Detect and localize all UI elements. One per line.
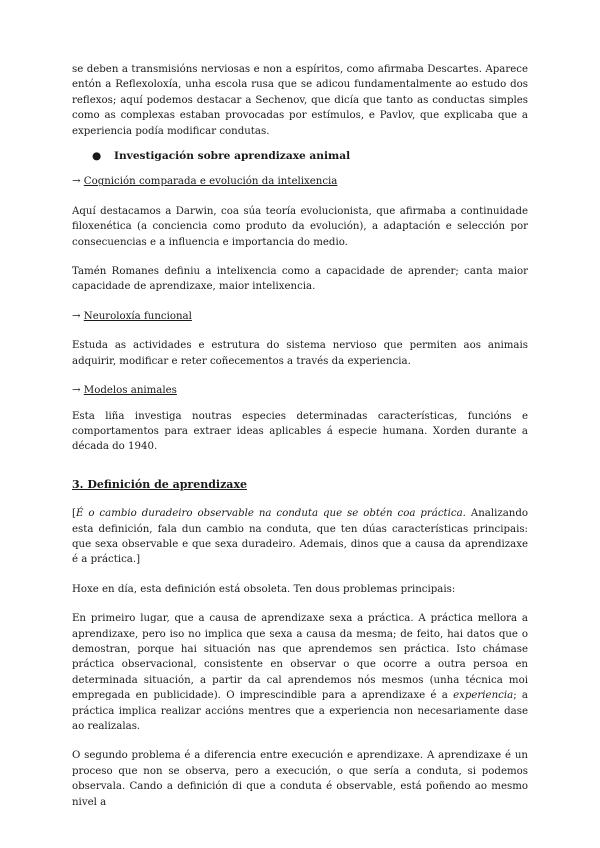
- problem-one-text-end: ; a práctica implica realizar accións mentres que a experiencia non necesariamente dase ao realizalas.: [72, 690, 529, 732]
- arrow-icon: →: [72, 385, 84, 397]
- bullet-icon: ●: [92, 150, 102, 163]
- subheading-cognicion-text: Cognición comparada e evolución da intelixencia: [83, 176, 338, 188]
- experiencia-italic: experiencia: [453, 690, 514, 702]
- section-heading: 3. Definición de aprendizaxe: [72, 477, 247, 491]
- bracket-open: [: [72, 508, 76, 520]
- subheading-modelos-text: Modelos animales: [83, 385, 177, 397]
- paragraph-segundo-problema: O segundo problema é a diferencia entre execución e aprendizaxe. A aprendizaxe é un proceso que non se observa, pero a execución, o que sería a conduta, si podemos observala. Cando a definición di que a conduta é observable, está poñendo ao mesmo nivel a: [72, 750, 528, 808]
- document-page: [72, 62, 528, 810]
- bullet-heading: [72, 149, 528, 164]
- subheading-cognicion: [72, 174, 528, 189]
- paragraph-especies: Esta liña investiga noutras especies determinadas características, funcións e comportamentos para extraer ideas aplicables á especie humana. Xorden durante a década do 1940.: [72, 410, 528, 453]
- subheading-modelos: [72, 383, 528, 398]
- paragraph-definicion: [72, 506, 528, 568]
- paragraph-romanes: Tamén Romanes definiu a intelixencia como a capacidade de aprender; canta maior capacidade de aprendizaxe, maior intelixencia.: [72, 266, 528, 293]
- paragraph-sistema-nervioso: Estuda as actividades e estrutura do sistema nervioso que permiten aos animais adquirir, modificar e reter coñecementos a través da experiencia.: [72, 340, 528, 367]
- bullet-heading-text: Investigación sobre aprendizaxe animal: [114, 150, 351, 163]
- arrow-icon: →: [72, 176, 84, 188]
- subheading-neuroloxia-text: Neuroloxía funcional: [83, 310, 192, 322]
- paragraph-darwin: Aquí destacamos a Darwin, coa súa teoría evolucionista, que afirmaba a continuidade filoxenética (a conciencia como produto da evolución), a adaptación e selección por consecuencias e a influencia e importancia do medio.: [72, 205, 528, 248]
- paragraph-obsoleta: Hoxe en día, esta definición está obsoleta. Ten dous problemas principais:: [72, 583, 456, 595]
- paragraph-primeiro-problema: [72, 611, 528, 734]
- subheading-neuroloxia: [72, 309, 528, 324]
- paragraph-reflexoloxia: se deben a transmisións nerviosas e non a espíritos, como afirmaba Descartes. Aparece entón a Reflexoloxía, unha escola rusa que se adicou fundamentalmente ao estudo dos reflexos; aquí podemos destacar a Sechenov, que dicía que tanto as conductas simples como as complexas estaban provocadas por estímulos, e Pavlov, que explicaba que a experiencia podía modificar condutas.: [72, 64, 528, 137]
- arrow-icon: →: [72, 310, 84, 322]
- definition-analysis: Analizando esta definición, fala dun cambio na conduta, que ten dúas características principais: que sexa observable e que sexa duradeiro. Ademais, dinos que a causa da aprendizaxe é a práctica.]: [72, 508, 529, 566]
- definition-quote: É o cambio duradeiro observable na conduta que se obtén coa práctica.: [75, 508, 466, 520]
- problem-one-text: En primeiro lugar, que a causa de aprendizaxe sexa a práctica. A práctica mellora a aprendizaxe, pero iso no implica que sexa a causa da mesma; de feito, hai datos que o demostran, porque hai situación nas que aprendemos sen práctica. Isto chámase práctica observacional, consistente en observar o que ocorre a outra persoa en determinada situación, a partir da cal aprendemos nós mesmos (unha técnica moi empregada en publicidade). O imprescindible para a aprendizaxe é a: [72, 613, 528, 702]
